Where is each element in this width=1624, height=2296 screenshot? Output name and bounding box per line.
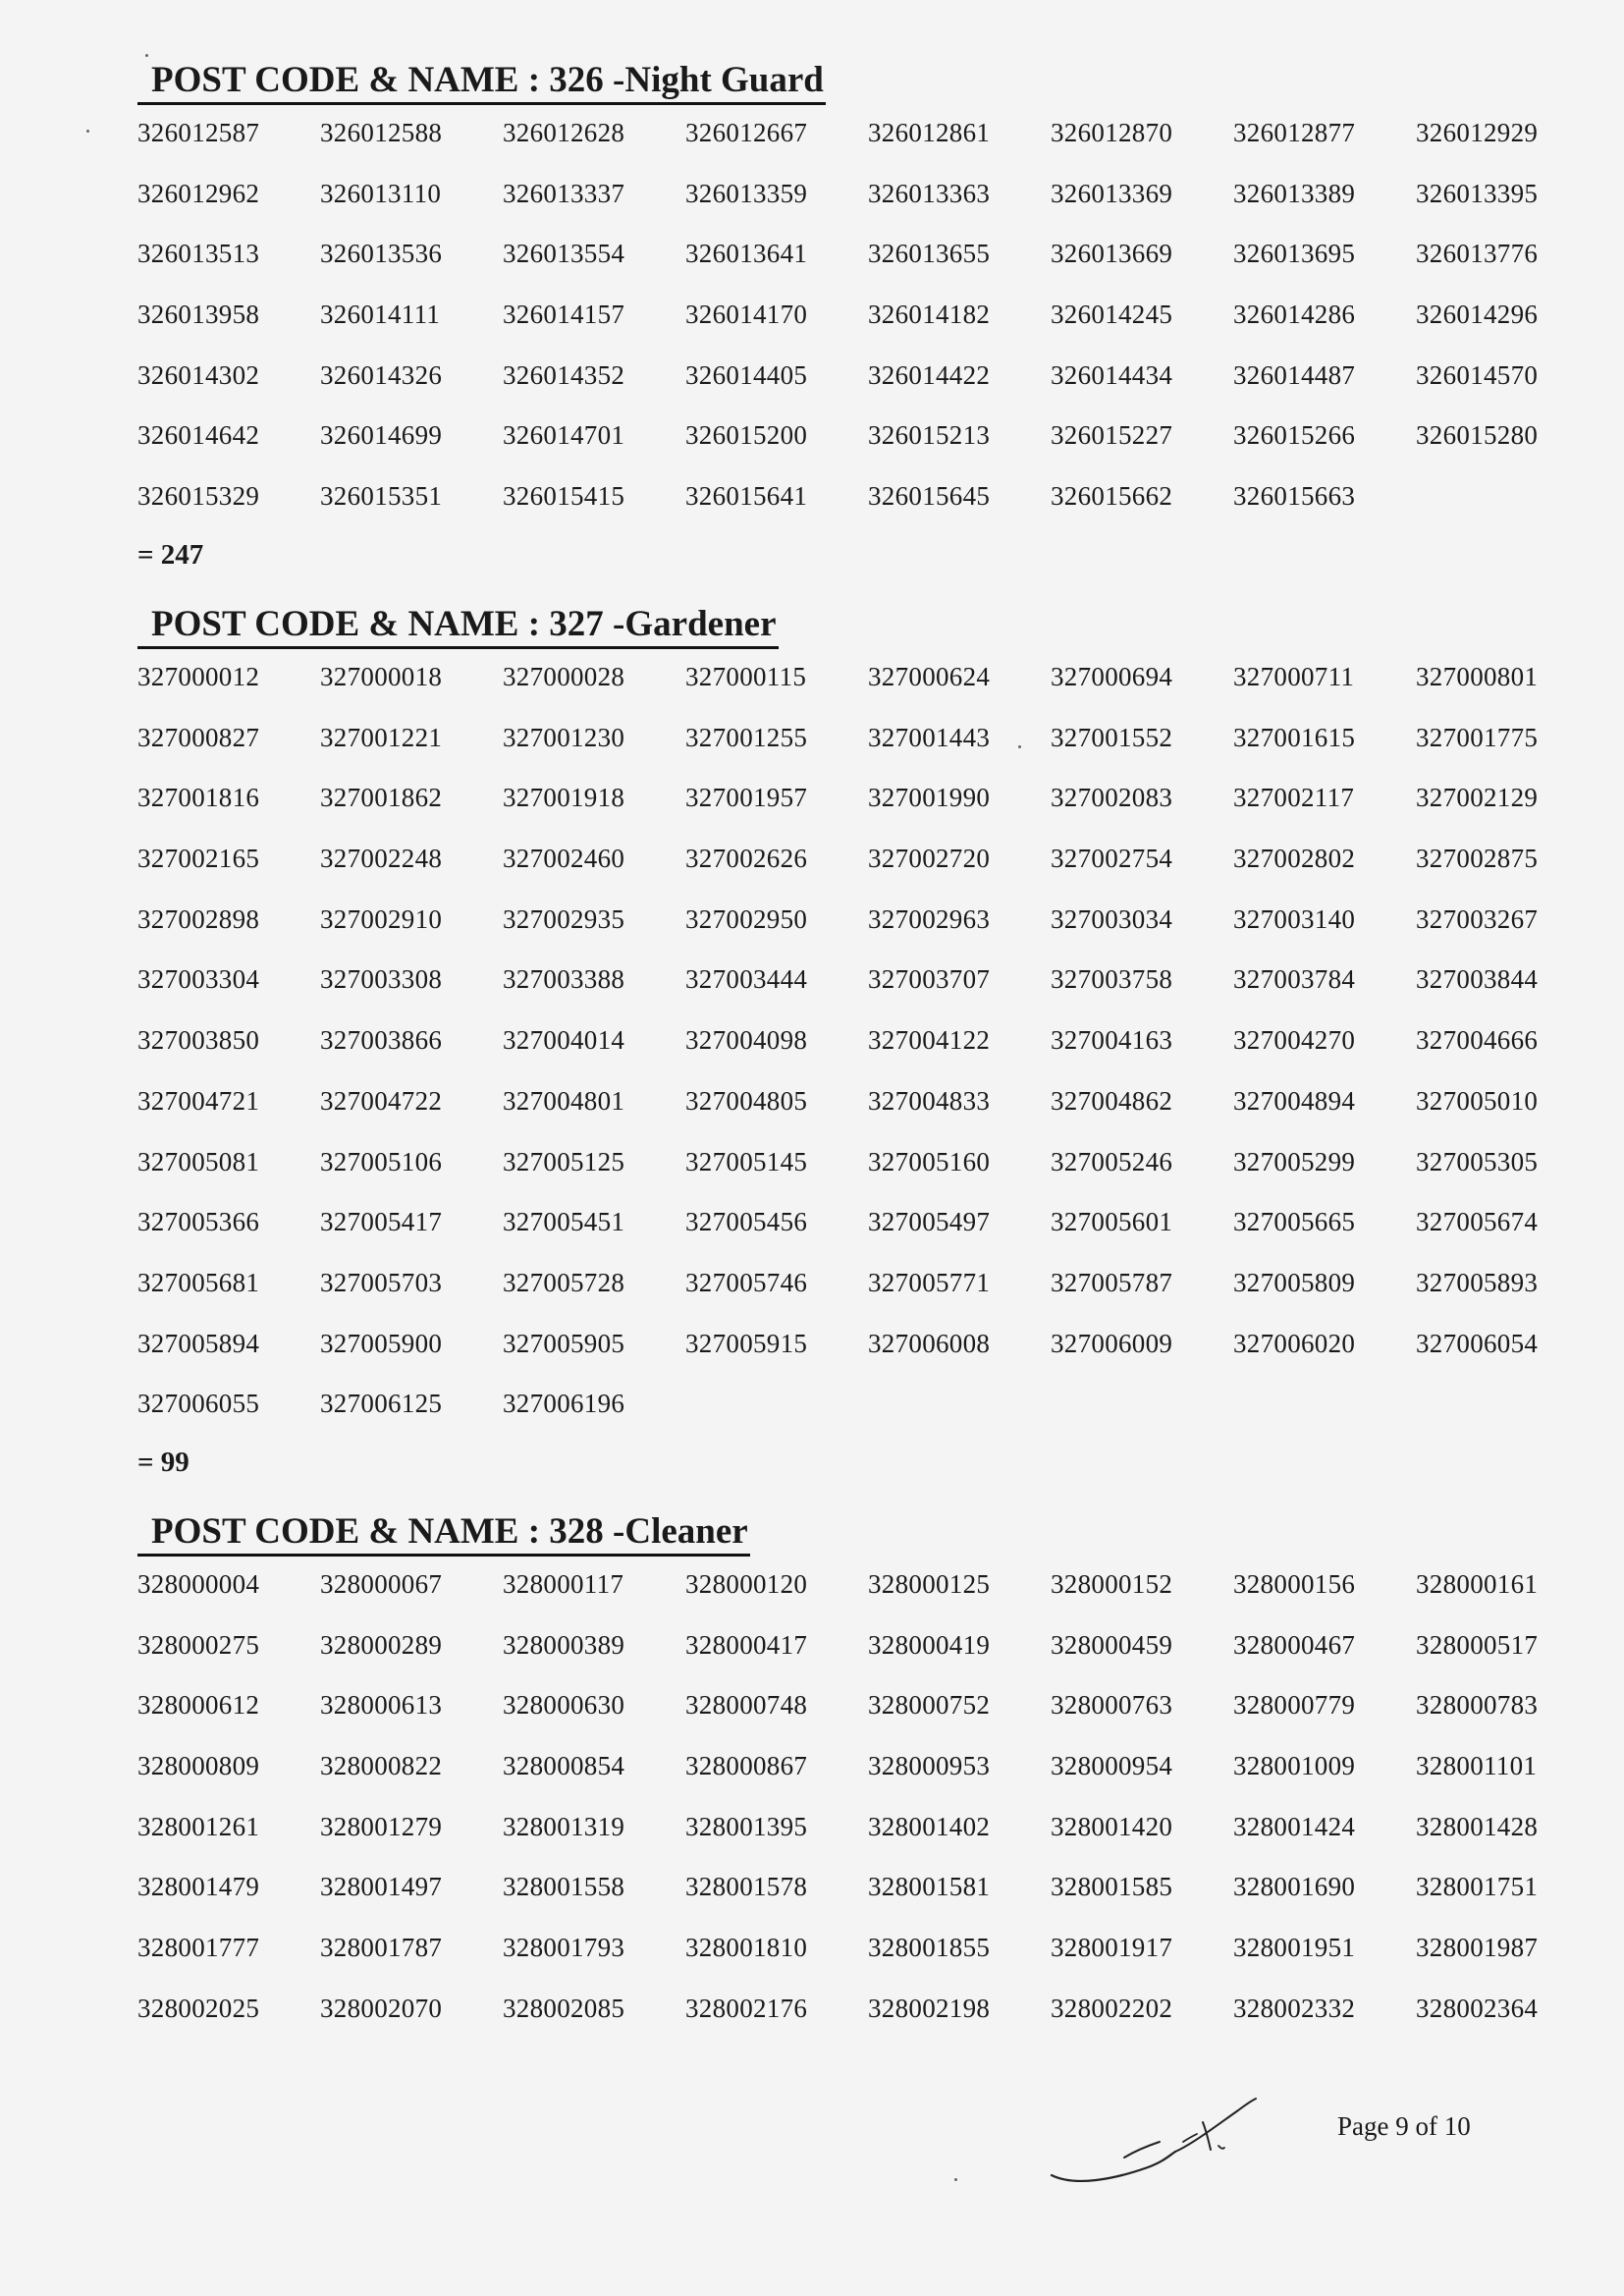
code-cell: 327001221 — [320, 722, 443, 752]
code-cell: 326015200 — [685, 420, 808, 451]
code-cell: 327001862 — [320, 783, 443, 813]
code-cell: 327002626 — [685, 844, 808, 874]
code-cell: 328000125 — [868, 1569, 991, 1599]
code-cell: 327006125 — [320, 1389, 443, 1419]
code-cell: 328000467 — [1233, 1629, 1356, 1660]
code-cell: 327001230 — [503, 722, 625, 752]
code-cell: 327001255 — [685, 722, 808, 752]
code-cell: 328002364 — [1416, 1993, 1539, 2023]
code-cell: 327005771 — [868, 1267, 991, 1297]
code-cell: 327002898 — [137, 903, 260, 934]
code-cell: 327005703 — [320, 1267, 443, 1297]
code-cell: 328000289 — [320, 1629, 443, 1660]
code-cell: 328002198 — [868, 1993, 991, 2023]
code-cell: 328001009 — [1233, 1751, 1356, 1781]
code-cell: 326012667 — [685, 118, 808, 147]
code-cell: 328000612 — [137, 1690, 260, 1721]
code-cell: 327000012 — [137, 662, 260, 691]
code-cell: 326012962 — [137, 178, 260, 208]
code-cell: 328002332 — [1233, 1993, 1356, 2023]
code-cell: 327003140 — [1233, 903, 1356, 934]
section-total: = 99 — [137, 1446, 189, 1478]
code-cell: 328000419 — [868, 1629, 991, 1660]
code-cell: 326013554 — [503, 239, 625, 269]
code-cell: 328001777 — [137, 1933, 260, 1963]
code-cell: 326014286 — [1233, 300, 1356, 330]
code-cell: 327005681 — [137, 1267, 260, 1297]
code-cell: 327002802 — [1233, 844, 1356, 874]
code-cell: 327005299 — [1233, 1146, 1356, 1176]
code-cell: 327000028 — [503, 662, 625, 691]
code-cell: 327004722 — [320, 1085, 443, 1116]
code-cell: 328000783 — [1416, 1690, 1539, 1721]
code-cell: 327004721 — [137, 1085, 260, 1116]
code-cell: 326014434 — [1051, 359, 1173, 390]
code-cell: 326012861 — [868, 118, 991, 147]
code-cell: 326015280 — [1416, 420, 1539, 451]
code-cell: 327006196 — [503, 1389, 625, 1419]
code-cell: 328000954 — [1051, 1751, 1173, 1781]
code-cell: 326014701 — [503, 420, 625, 451]
code-cell: 327002963 — [868, 903, 991, 934]
code-cell: 327006054 — [1416, 1328, 1539, 1358]
code-cell: 326013389 — [1233, 178, 1356, 208]
signature-icon — [1046, 2077, 1301, 2195]
section-heading: POST CODE & NAME : 328 -Cleaner — [137, 1512, 750, 1557]
section-gardener — [137, 605, 1551, 1480]
code-cell: 326014422 — [868, 359, 991, 390]
code-cell: 328000004 — [137, 1569, 260, 1599]
code-cell: 328001428 — [1416, 1811, 1539, 1841]
code-cell: 327005674 — [1416, 1207, 1539, 1237]
code-grid — [137, 657, 1551, 1445]
code-cell: 327002083 — [1051, 783, 1173, 813]
code-cell: 326014111 — [320, 300, 441, 330]
code-cell: 326013776 — [1416, 239, 1539, 269]
code-cell: 327005305 — [1416, 1146, 1539, 1176]
code-cell: 326013513 — [137, 239, 260, 269]
code-cell: 326014570 — [1416, 359, 1539, 390]
code-cell: 326013359 — [685, 178, 808, 208]
code-cell: 328001402 — [868, 1811, 991, 1841]
code-cell: 327005246 — [1051, 1146, 1173, 1176]
code-cell: 327003308 — [320, 964, 443, 995]
code-grid — [137, 113, 1551, 537]
code-cell: 326013669 — [1051, 239, 1173, 269]
code-cell: 326015663 — [1233, 481, 1356, 512]
code-cell: 328000120 — [685, 1569, 808, 1599]
code-cell: 328001578 — [685, 1872, 808, 1902]
code-cell: 328000389 — [503, 1629, 625, 1660]
section-night-guard — [137, 61, 1551, 573]
section-cleaner — [137, 1512, 1551, 2050]
section-heading: POST CODE & NAME : 327 -Gardener — [137, 605, 779, 649]
code-cell: 327001775 — [1416, 722, 1539, 752]
code-cell: 327005160 — [868, 1146, 991, 1176]
code-cell: 327003388 — [503, 964, 625, 995]
code-cell: 326013695 — [1233, 239, 1356, 269]
code-cell: 328001101 — [1416, 1751, 1538, 1781]
code-cell: 327003758 — [1051, 964, 1173, 995]
code-cell: 328001585 — [1051, 1872, 1173, 1902]
code-cell: 326013110 — [320, 178, 442, 208]
code-cell: 327004666 — [1416, 1025, 1539, 1056]
code-cell: 327006020 — [1233, 1328, 1356, 1358]
code-cell: 327005905 — [503, 1328, 625, 1358]
code-cell: 328002025 — [137, 1993, 260, 2023]
code-cell: 327005145 — [685, 1146, 808, 1176]
code-cell: 326015213 — [868, 420, 991, 451]
code-cell: 327005081 — [137, 1146, 260, 1176]
code-cell: 327005456 — [685, 1207, 808, 1237]
code-cell: 326015645 — [868, 481, 991, 512]
code-cell: 327002950 — [685, 903, 808, 934]
code-cell: 326014182 — [868, 300, 991, 330]
scan-speck — [145, 54, 148, 57]
code-cell: 326015662 — [1051, 481, 1173, 512]
scan-speck — [954, 2178, 957, 2181]
code-cell: 327004270 — [1233, 1025, 1356, 1056]
code-cell: 326014352 — [503, 359, 625, 390]
code-cell: 327005665 — [1233, 1207, 1356, 1237]
code-cell: 327005417 — [320, 1207, 443, 1237]
code-cell: 327005900 — [320, 1328, 443, 1358]
code-cell: 327001816 — [137, 783, 260, 813]
code-cell: 328001319 — [503, 1811, 625, 1841]
code-cell: 327005106 — [320, 1146, 443, 1176]
code-cell: 328001279 — [320, 1811, 443, 1841]
code-grid — [137, 1564, 1551, 2050]
code-cell: 328001497 — [320, 1872, 443, 1902]
code-cell: 328001855 — [868, 1933, 991, 1963]
code-cell: 327003304 — [137, 964, 260, 995]
code-cell: 327005451 — [503, 1207, 625, 1237]
code-cell: 328000953 — [868, 1751, 991, 1781]
code-cell: 327000827 — [137, 722, 260, 752]
code-cell: 327002720 — [868, 844, 991, 874]
scan-speck — [1018, 745, 1021, 748]
code-cell: 326014699 — [320, 420, 443, 451]
code-cell: 327005809 — [1233, 1267, 1356, 1297]
code-cell: 327004805 — [685, 1085, 808, 1116]
code-cell: 326013369 — [1051, 178, 1173, 208]
page-number: Page 9 of 10 — [1337, 2111, 1471, 2141]
code-cell: 327001615 — [1233, 722, 1356, 752]
code-cell: 328000517 — [1416, 1629, 1539, 1660]
code-cell: 327003844 — [1416, 964, 1539, 995]
code-cell: 327002875 — [1416, 844, 1539, 874]
section-heading: POST CODE & NAME : 326 -Night Guard — [137, 61, 826, 105]
code-cell: 326014405 — [685, 359, 808, 390]
code-cell: 326013641 — [685, 239, 808, 269]
code-cell: 327003034 — [1051, 903, 1173, 934]
code-cell: 327000694 — [1051, 662, 1173, 691]
code-cell: 327005497 — [868, 1207, 991, 1237]
code-cell: 327005915 — [685, 1328, 808, 1358]
code-cell: 328000117 — [503, 1569, 624, 1599]
code-cell: 327003784 — [1233, 964, 1356, 995]
code-cell: 326012929 — [1416, 118, 1539, 147]
code-cell: 328000779 — [1233, 1690, 1356, 1721]
code-cell: 327003444 — [685, 964, 808, 995]
code-cell: 327003707 — [868, 964, 991, 995]
code-cell: 327000624 — [868, 662, 991, 691]
code-cell: 327001957 — [685, 783, 808, 813]
code-cell: 327000115 — [685, 662, 807, 691]
code-cell: 327002248 — [320, 844, 443, 874]
code-cell: 328001261 — [137, 1811, 260, 1841]
code-cell: 327005787 — [1051, 1267, 1173, 1297]
code-cell: 328000867 — [685, 1751, 808, 1781]
code-cell: 328000822 — [320, 1751, 443, 1781]
code-cell: 327002165 — [137, 844, 260, 874]
code-cell: 326013536 — [320, 239, 443, 269]
code-cell: 326014296 — [1416, 300, 1539, 330]
code-cell: 326013655 — [868, 239, 991, 269]
code-cell: 327004014 — [503, 1025, 625, 1056]
code-cell: 327005746 — [685, 1267, 808, 1297]
code-cell: 328000809 — [137, 1751, 260, 1781]
code-cell: 327004833 — [868, 1085, 991, 1116]
code-cell: 326013337 — [503, 178, 625, 208]
code-cell: 328000854 — [503, 1751, 625, 1781]
code-cell: 326014302 — [137, 359, 260, 390]
code-cell: 328001558 — [503, 1872, 625, 1902]
code-cell: 328001751 — [1416, 1872, 1539, 1902]
code-cell: 328002176 — [685, 1993, 808, 2023]
code-cell: 326014245 — [1051, 300, 1173, 330]
code-cell: 328001395 — [685, 1811, 808, 1841]
code-cell: 328002070 — [320, 1993, 443, 2023]
code-cell: 328002202 — [1051, 1993, 1173, 2023]
code-cell: 327001552 — [1051, 722, 1173, 752]
code-cell: 326015641 — [685, 481, 808, 512]
code-cell: 327005893 — [1416, 1267, 1539, 1297]
code-cell: 326012877 — [1233, 118, 1356, 147]
code-cell: 327005894 — [137, 1328, 260, 1358]
code-cell: 327005125 — [503, 1146, 625, 1176]
code-cell: 328000156 — [1233, 1569, 1356, 1599]
code-cell: 328001917 — [1051, 1933, 1173, 1963]
code-cell: 328001420 — [1051, 1811, 1173, 1841]
code-cell: 327004862 — [1051, 1085, 1173, 1116]
code-cell: 327002910 — [320, 903, 443, 934]
code-cell: 326013958 — [137, 300, 260, 330]
code-cell: 327002129 — [1416, 783, 1539, 813]
code-cell: 327004163 — [1051, 1025, 1173, 1056]
code-cell: 328000417 — [685, 1629, 808, 1660]
code-cell: 327000711 — [1233, 662, 1355, 691]
code-cell: 328000161 — [1416, 1569, 1539, 1599]
code-cell: 328000067 — [320, 1569, 443, 1599]
code-cell: 327002935 — [503, 903, 625, 934]
code-cell: 327002117 — [1233, 783, 1355, 813]
code-cell: 326012870 — [1051, 118, 1173, 147]
code-cell: 326014326 — [320, 359, 443, 390]
code-cell: 328001424 — [1233, 1811, 1356, 1841]
code-cell: 326015227 — [1051, 420, 1173, 451]
code-cell: 328000630 — [503, 1690, 625, 1721]
code-cell: 327000018 — [320, 662, 443, 691]
code-cell: 327004098 — [685, 1025, 808, 1056]
code-cell: 327002460 — [503, 844, 625, 874]
code-cell: 326013395 — [1416, 178, 1539, 208]
code-cell: 326015351 — [320, 481, 443, 512]
code-cell: 326014642 — [137, 420, 260, 451]
code-cell: 328000613 — [320, 1690, 443, 1721]
code-cell: 327003850 — [137, 1025, 260, 1056]
code-cell: 327001443 — [868, 722, 991, 752]
code-cell: 328000459 — [1051, 1629, 1173, 1660]
code-cell: 328000748 — [685, 1690, 808, 1721]
code-cell: 327006055 — [137, 1389, 260, 1419]
code-cell: 327004122 — [868, 1025, 991, 1056]
code-cell: 326015266 — [1233, 420, 1356, 451]
code-cell: 326012628 — [503, 118, 625, 147]
code-cell: 326015415 — [503, 481, 625, 512]
code-cell: 327003267 — [1416, 903, 1539, 934]
code-cell: 328000152 — [1051, 1569, 1173, 1599]
code-cell: 327001918 — [503, 783, 625, 813]
code-cell: 328001793 — [503, 1933, 625, 1963]
code-cell: 327002754 — [1051, 844, 1173, 874]
code-cell: 328001581 — [868, 1872, 991, 1902]
section-total: = 247 — [137, 538, 204, 571]
code-cell: 326014157 — [503, 300, 625, 330]
code-cell: 326012587 — [137, 118, 260, 147]
code-cell: 328000752 — [868, 1690, 991, 1721]
code-cell: 327001990 — [868, 783, 991, 813]
code-cell: 327005366 — [137, 1207, 260, 1237]
code-cell: 327004894 — [1233, 1085, 1356, 1116]
code-cell: 326014170 — [685, 300, 808, 330]
code-cell: 328001987 — [1416, 1933, 1539, 1963]
code-cell: 328000763 — [1051, 1690, 1173, 1721]
code-cell: 327006009 — [1051, 1328, 1173, 1358]
code-cell: 328001810 — [685, 1933, 808, 1963]
code-cell: 327006008 — [868, 1328, 991, 1358]
code-cell: 327000801 — [1416, 662, 1539, 691]
code-cell: 328001479 — [137, 1872, 260, 1902]
code-cell: 326015329 — [137, 481, 260, 512]
code-cell: 327005601 — [1051, 1207, 1173, 1237]
code-cell: 328001690 — [1233, 1872, 1356, 1902]
code-cell: 328000275 — [137, 1629, 260, 1660]
code-cell: 328001951 — [1233, 1933, 1356, 1963]
code-cell: 327003866 — [320, 1025, 443, 1056]
code-cell: 327005010 — [1416, 1085, 1539, 1116]
code-cell: 327004801 — [503, 1085, 625, 1116]
code-cell: 328002085 — [503, 1993, 625, 2023]
code-cell: 326014487 — [1233, 359, 1356, 390]
scan-speck — [86, 130, 89, 133]
code-cell: 328001787 — [320, 1933, 443, 1963]
code-cell: 326012588 — [320, 118, 443, 147]
code-cell: 327005728 — [503, 1267, 625, 1297]
code-cell: 326013363 — [868, 178, 991, 208]
